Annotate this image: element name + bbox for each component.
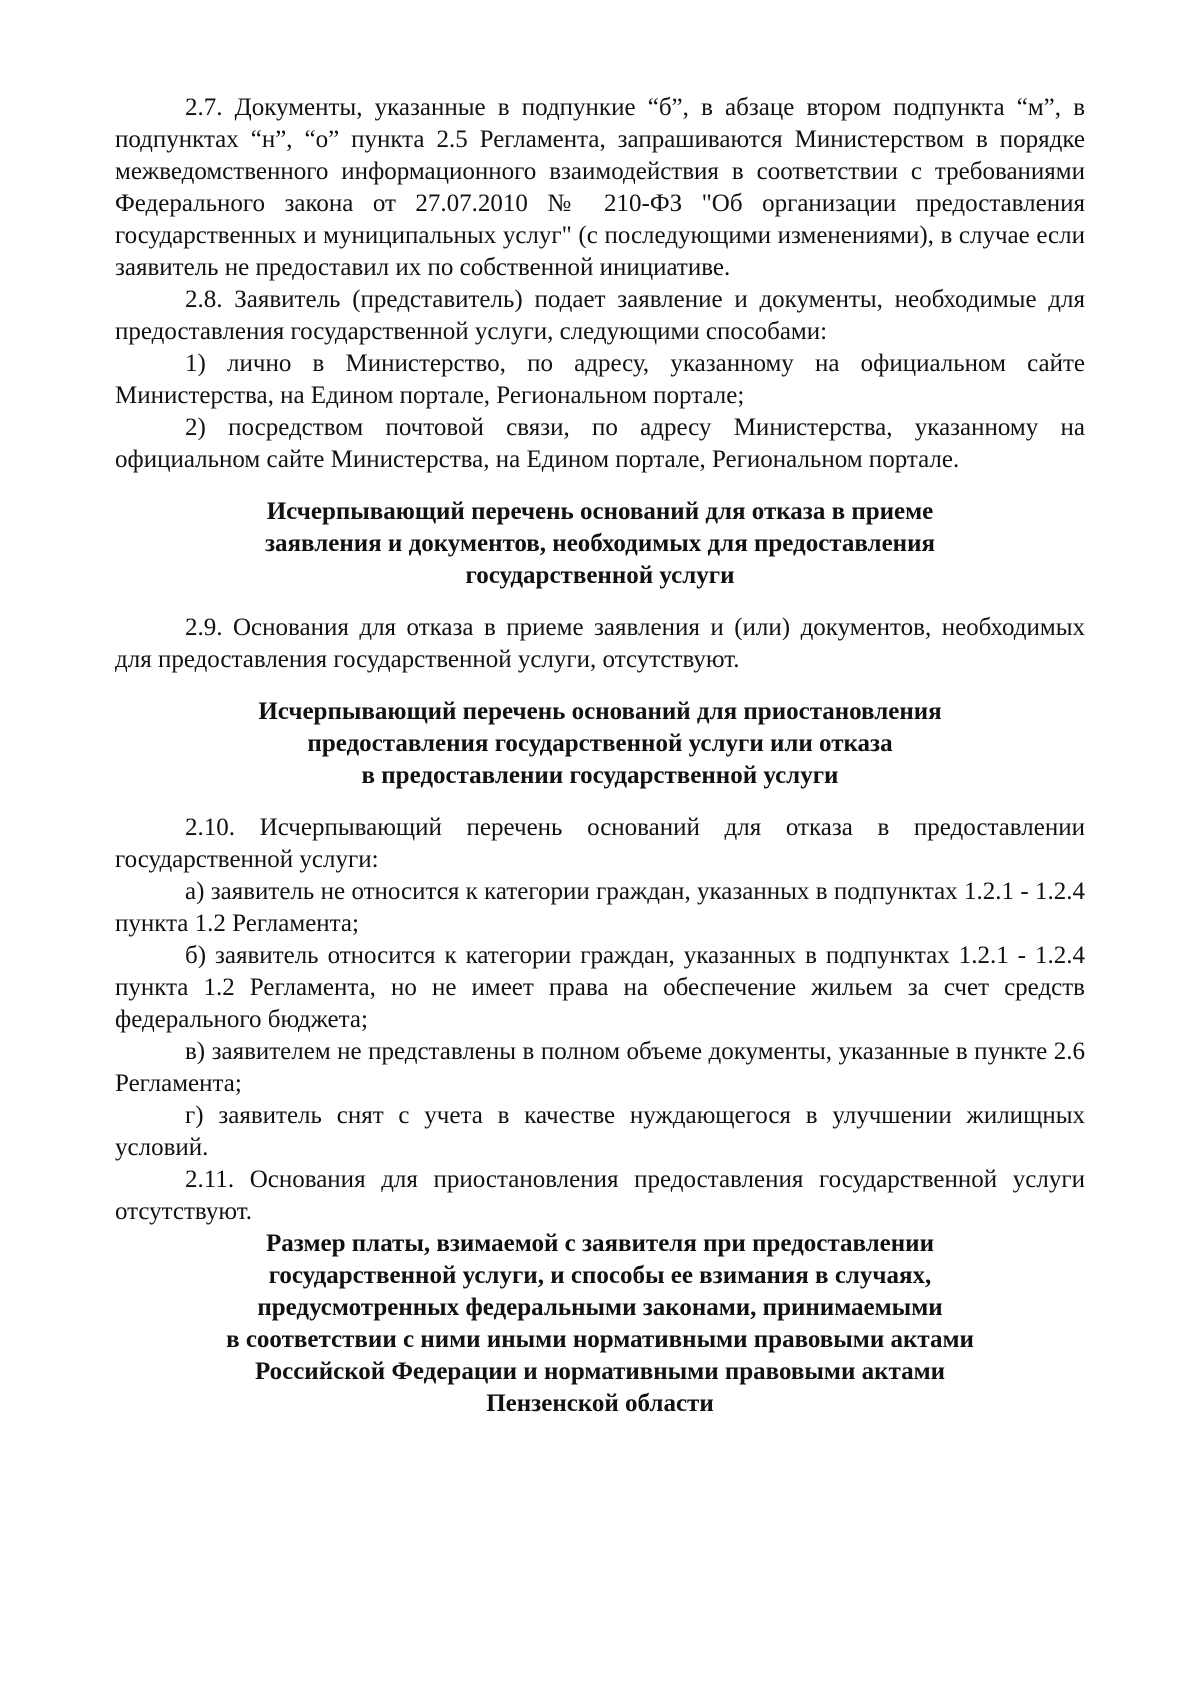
- paragraph-2-10-item-a: а) заявитель не относится к категории граждан, указанных в подпунктах 1.2.1 - 1.2.4 пункта 1.2 Регламента;: [115, 878, 1085, 937]
- section-heading-fee: [115, 1228, 1085, 1420]
- heading-line: Исчерпывающий перечень оснований для приостановления: [258, 698, 942, 725]
- section-heading-refusal-acceptance: [115, 496, 1085, 592]
- paragraph-2-10-item-v: в) заявителем не представлены в полном объеме документы, указанные в пункте 2.6 Регламента;: [115, 1038, 1085, 1097]
- section-heading-suspension-refusal: [115, 696, 1085, 792]
- paragraph-2-10: 2.10. Исчерпывающий перечень оснований для отказа в предоставлении государственной услуги:: [115, 814, 1085, 873]
- heading-line: Российской Федерации и нормативными правовыми актами: [254, 1358, 946, 1385]
- heading-line: в предоставлении государственной услуги: [361, 762, 839, 789]
- paragraph-2-8-item-2: 2) посредством почтовой связи, по адресу Министерства, указанному на официальном сайте Министерства, на Едином портале, Региональном портале.: [115, 414, 1085, 473]
- heading-line: Пензенской области: [486, 1390, 714, 1417]
- paragraph-2-9: 2.9. Основания для отказа в приеме заявления и (или) документов, необходимых для предоставления государственной услуги, отсутствуют.: [115, 614, 1085, 673]
- heading-line: государственной услуги: [465, 562, 735, 589]
- heading-line: предоставления государственной услуги или отказа: [307, 730, 893, 757]
- paragraph-2-8: 2.8. Заявитель (представитель) подает заявление и документы, необходимые для предоставления государственной услуги, следующими способами:: [115, 286, 1085, 345]
- heading-line: предусмотренных федеральными законами, принимаемыми: [257, 1294, 943, 1321]
- paragraph-2-10-item-b: б) заявитель относится к категории граждан, указанных в подпунктах 1.2.1 - 1.2.4 пункта 1.2 Регламента, но не имеет права на обеспечение жильем за счет средств федерального бюджета;: [115, 942, 1085, 1033]
- heading-line: в соответствии с ними иными нормативными правовыми актами: [226, 1326, 974, 1353]
- heading-line: заявления и документов, необходимых для предоставления: [264, 530, 936, 557]
- paragraph-2-10-item-g: г) заявитель снят с учета в качестве нуждающегося в улучшении жилищных условий.: [115, 1102, 1085, 1161]
- paragraph-2-7: 2.7. Документы, указанные в подпункие “б”, в абзаце втором подпункта “м”, в подпунктах “н”, “о” пункта 2.5 Регламента, запрашиваются Министерством в порядке межведомственного информационного взаимодействия в соответствии с требованиями Федерального закона от 27.07.2010 № 210-ФЗ "Об организации предоставления государственных и муниципальных услуг" (с последующими изменениями), в случае если заявитель не предоставил их по собственной инициативе.: [115, 94, 1085, 281]
- heading-line: Размер платы, взимаемой с заявителя при предоставлении: [266, 1230, 934, 1257]
- paragraph-2-11: 2.11. Основания для приостановления предоставления государственной услуги отсутствуют.: [115, 1166, 1085, 1225]
- heading-line: государственной услуги, и способы ее взимания в случаях,: [268, 1262, 932, 1289]
- paragraph-2-8-item-1: 1) лично в Министерство, по адресу, указанному на официальном сайте Министерства, на Едином портале, Региональном портале;: [115, 350, 1085, 409]
- document-page: [115, 92, 1085, 1420]
- heading-line: Исчерпывающий перечень оснований для отказа в приеме: [266, 498, 934, 525]
